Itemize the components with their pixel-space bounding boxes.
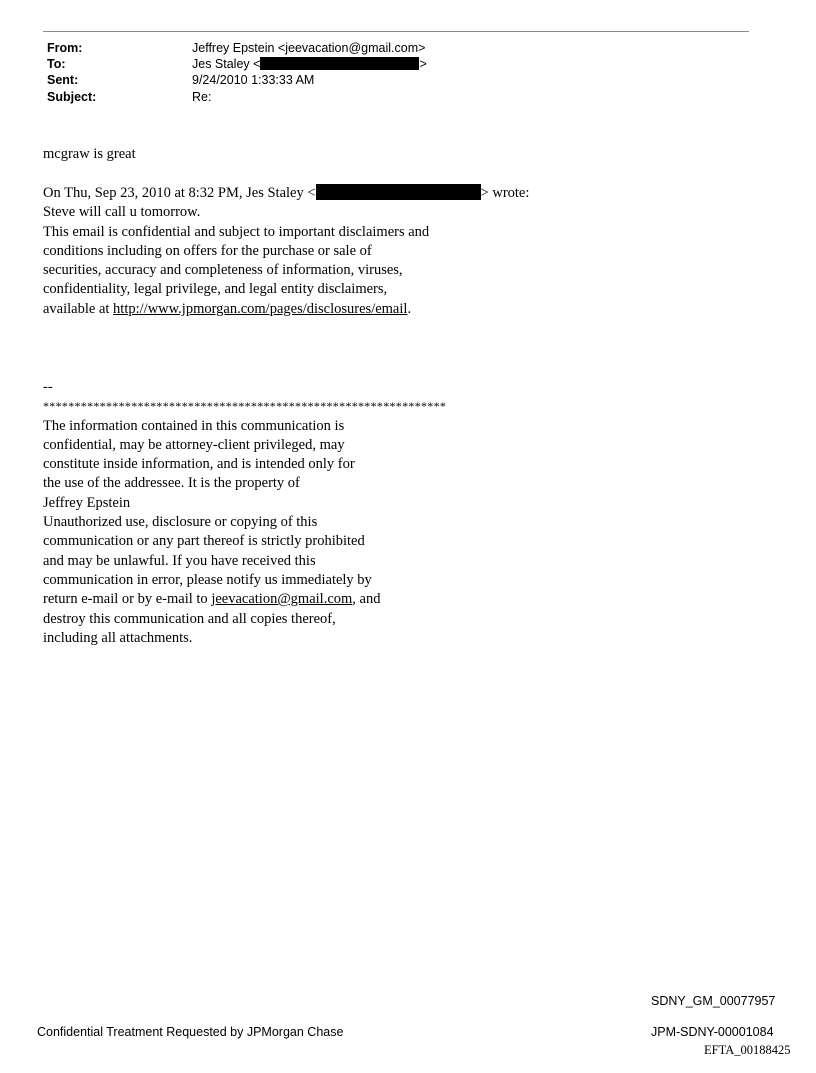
- quoted-last-prefix: available at: [43, 300, 114, 317]
- reply-text: mcgraw is great: [43, 146, 136, 162]
- signature-stars: ****************************************************************: [43, 399, 447, 414]
- sent-value: 9/24/2010 1:33:33 AM: [192, 73, 315, 87]
- email-link[interactable]: jeevacation@gmail.com: [211, 591, 353, 608]
- bates-efta: EFTA_00188425: [704, 1043, 791, 1057]
- redaction-box: [260, 57, 419, 70]
- quoted-line: conditions including on offers for the purchase or sale of: [43, 242, 372, 259]
- to-label: To:: [47, 57, 66, 71]
- disclaimer-line: The information contained in this communication is: [43, 417, 345, 434]
- bates-jpm: JPM-SDNY-00001084: [651, 1025, 774, 1039]
- to-close: >: [419, 57, 427, 71]
- quoted-line: confidentiality, legal privilege, and legal entity disclaimers,: [43, 281, 388, 298]
- from-value: Jeffrey Epstein <jeevacation@gmail.com>: [192, 41, 426, 55]
- disclaimer-line: Jeffrey Epstein: [43, 494, 131, 511]
- to-name: Jes Staley <: [192, 57, 261, 71]
- signature-dashes: --: [43, 379, 53, 395]
- disclaimer-line: including all attachments.: [43, 629, 193, 646]
- quoted-message: [43, 184, 529, 319]
- subject-value: Re:: [192, 90, 212, 104]
- quoted-intro-prefix: On Thu, Sep 23, 2010 at 8:32 PM, Jes Staley <: [43, 185, 316, 201]
- confidential-footer: Confidential Treatment Requested by JPMorgan Chase: [37, 1025, 344, 1039]
- subject-label: Subject:: [47, 90, 97, 104]
- disclosures-link[interactable]: http://www.jpmorgan.com/pages/disclosures/email: [113, 300, 408, 317]
- disclaimer-line: and may be unlawful. If you have received this: [43, 552, 316, 569]
- disclaimer-line: confidential, may be attorney-client privileged, may: [43, 436, 345, 453]
- disclaimer-line: Unauthorized use, disclosure or copying of this: [43, 514, 318, 531]
- quoted-line: Steve will call u tomorrow.: [43, 204, 201, 221]
- signature-block: [43, 378, 446, 648]
- redaction-box: [316, 184, 481, 200]
- quoted-line: This email is confidential and subject to important disclaimers and: [43, 223, 430, 240]
- disclaimer-line: communication or any part thereof is strictly prohibited: [43, 533, 365, 550]
- email-prefix: return e-mail or by e-mail to: [43, 591, 212, 608]
- disclaimer-email-line: [43, 590, 446, 609]
- disclaimer-line: constitute inside information, and is intended only for: [43, 456, 355, 473]
- quoted-intro: [43, 184, 529, 203]
- quoted-last-suffix: .: [407, 300, 412, 317]
- sent-label: Sent:: [47, 73, 79, 87]
- quoted-intro-suffix: > wrote:: [480, 185, 530, 201]
- to-value: [192, 57, 427, 71]
- quoted-line: securities, accuracy and completeness of information, viruses,: [43, 262, 403, 279]
- disclaimer-line: the use of the addressee. It is the property of: [43, 475, 300, 492]
- bates-sdny: SDNY_GM_00077957: [651, 994, 776, 1008]
- quoted-last-line: [43, 300, 529, 319]
- from-label: From:: [47, 41, 83, 55]
- header-divider: [43, 31, 749, 32]
- disclaimer-line: destroy this communication and all copies thereof,: [43, 610, 336, 627]
- email-suffix: , and: [352, 591, 381, 608]
- disclaimer-line: communication in error, please notify us immediately by: [43, 571, 372, 588]
